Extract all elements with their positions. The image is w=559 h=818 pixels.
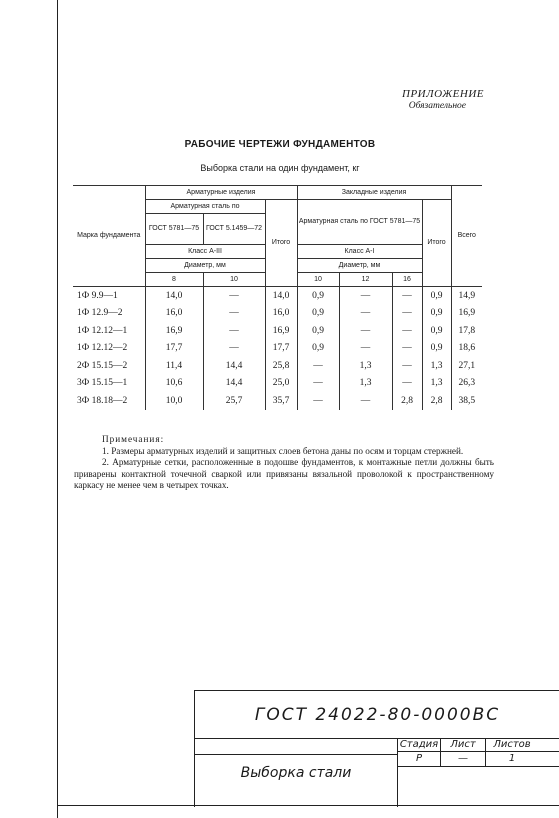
note-2: 2. Арматурные сетки, расположенные в подошве фундаментов, к монтажные петли должны быть приварены контактной точечной сваркой или привязаны вязальной проволокой к пространственному каркасу не менее чем в четырех точках. (74, 457, 494, 490)
cell-mark: 1Ф 12.12—1 (77, 325, 128, 336)
header-gost-2: ГОСТ 5.1459—72 (203, 214, 265, 245)
header-d16: 16 (392, 273, 422, 287)
table-row (73, 392, 482, 410)
cell-e12: 1,3 (339, 375, 392, 393)
cell-e10: 0,9 (297, 322, 339, 340)
cell-e16: — (392, 287, 422, 305)
sheet-label: Лист (450, 739, 476, 750)
header-d12: 12 (339, 273, 392, 287)
cell-e16: — (392, 305, 422, 323)
header-diameter-1: Диаметр, мм (145, 259, 265, 273)
cell-c8: 17,7 (145, 340, 203, 358)
cell-e10: 0,9 (297, 305, 339, 323)
steel-table (73, 185, 482, 410)
stamp-divider-right-1 (397, 751, 559, 752)
cell-e12: — (339, 287, 392, 305)
cell-mark: 2Ф 15.15—2 (77, 360, 128, 371)
cell-e16: — (392, 340, 422, 358)
table-row (73, 375, 482, 393)
stage-value: Р (415, 753, 423, 764)
cell-t1: 35,7 (265, 392, 297, 410)
cell-t2: 0,9 (422, 322, 451, 340)
steel-table-body (73, 287, 482, 410)
header-d8: 8 (145, 273, 203, 287)
cell-all: 27,1 (451, 357, 482, 375)
header-mark: Марка фундамента (73, 186, 145, 287)
cell-e16: — (392, 322, 422, 340)
header-armature-steel-by: Арматурная сталь по (145, 200, 265, 214)
cell-c8: 16,0 (145, 305, 203, 323)
table-row (73, 340, 482, 358)
cell-c10: 14,4 (203, 357, 265, 375)
cell-c8: 14,0 (145, 287, 203, 305)
header-class-a1: Класс А-I (297, 245, 422, 259)
header-d10: 10 (203, 273, 265, 287)
header-embedded-products: Закладные изделия (297, 186, 451, 200)
header-total-2: Итого (422, 200, 451, 287)
cell-c8: 10,0 (145, 392, 203, 410)
cell-c10: 25,7 (203, 392, 265, 410)
header-gost-1: ГОСТ 5781—75 (145, 214, 203, 245)
stage-label: Стадия (399, 739, 439, 750)
cell-e10: — (297, 375, 339, 393)
cell-t1: 17,7 (265, 340, 297, 358)
sheet-name: Выборка стали (195, 738, 398, 807)
table-row (73, 357, 482, 375)
cell-t1: 16,9 (265, 322, 297, 340)
table-row (73, 287, 482, 305)
stamp-divider-right-2 (397, 766, 559, 767)
cell-e12: — (339, 392, 392, 410)
frame-left-border (57, 0, 58, 818)
cell-mark: 1Ф 12.9—2 (77, 308, 123, 319)
cell-c8: 16,9 (145, 322, 203, 340)
title-block (194, 690, 559, 807)
table-row (73, 305, 482, 323)
cell-t1: 16,0 (265, 305, 297, 323)
appendix-subtitle: Обязательное (408, 101, 466, 111)
header-embedded-steel: Арматурная сталь по ГОСТ 5781—75 (297, 200, 422, 245)
cell-c10: — (203, 287, 265, 305)
cell-t2: 0,9 (422, 287, 451, 305)
cell-t2: 0,9 (422, 340, 451, 358)
cell-t2: 0,9 (422, 305, 451, 323)
cell-e16: — (392, 375, 422, 393)
sheets-value: 1 (508, 753, 516, 764)
cell-c10: — (203, 322, 265, 340)
cell-e12: — (339, 340, 392, 358)
cell-t2: 2,8 (422, 392, 451, 410)
cell-c8: 11,4 (145, 357, 203, 375)
cell-e16: — (392, 357, 422, 375)
cell-all: 18,6 (451, 340, 482, 358)
cell-mark: 3Ф 18.18—2 (77, 395, 128, 406)
cell-t1: 14,0 (265, 287, 297, 305)
cell-c10: — (203, 340, 265, 358)
header-grand-total: Всего (451, 186, 482, 287)
cell-all: 16,9 (451, 305, 482, 323)
cell-e10: — (297, 357, 339, 375)
cell-mark: 1Ф 12.12—2 (77, 343, 128, 354)
cell-e10: — (297, 392, 339, 410)
cell-c8: 10,6 (145, 375, 203, 393)
cell-e16: 2,8 (392, 392, 422, 410)
table-row (73, 322, 482, 340)
document-title: РАБОЧИЕ ЧЕРТЕЖИ ФУНДАМЕНТОВ (184, 139, 376, 150)
stamp-divider-left (195, 754, 397, 755)
cell-e10: 0,9 (297, 340, 339, 358)
sheet-value: — (458, 753, 468, 764)
cell-all: 26,3 (451, 375, 482, 393)
appendix-title: ПРИЛОЖЕНИЕ (402, 88, 484, 100)
sheets-label: Листов (493, 739, 531, 750)
cell-t2: 1,3 (422, 357, 451, 375)
cell-c10: — (203, 305, 265, 323)
document-code: ГОСТ 24022-80-0000ВС (195, 691, 559, 739)
header-armature-products: Арматурные изделия (145, 186, 297, 200)
header-d10b: 10 (297, 273, 339, 287)
header-total-1: Итого (265, 200, 297, 287)
note-1: 1. Размеры арматурных изделий и защитных слоев бетона даны по осям и торцам стержней. (102, 445, 464, 456)
cell-e12: 1,3 (339, 357, 392, 375)
cell-e12: — (339, 322, 392, 340)
cell-c10: 14,4 (203, 375, 265, 393)
cell-e10: 0,9 (297, 287, 339, 305)
cell-t2: 1,3 (422, 375, 451, 393)
notes-section (74, 434, 494, 492)
document-subtitle: Выборка стали на один фундамент, кг (200, 163, 360, 173)
cell-all: 14,9 (451, 287, 482, 305)
cell-mark: 3Ф 15.15—1 (77, 378, 128, 389)
cell-mark: 1Ф 9.9—1 (73, 287, 145, 305)
header-class-a3: Класс А-III (145, 245, 265, 259)
cell-t1: 25,8 (265, 357, 297, 375)
cell-all: 38,5 (451, 392, 482, 410)
header-diameter-2: Диаметр, мм (297, 259, 422, 273)
cell-e12: — (339, 305, 392, 323)
cell-t1: 25,0 (265, 375, 297, 393)
notes-heading: Примечания: (102, 434, 165, 444)
cell-all: 17,8 (451, 322, 482, 340)
